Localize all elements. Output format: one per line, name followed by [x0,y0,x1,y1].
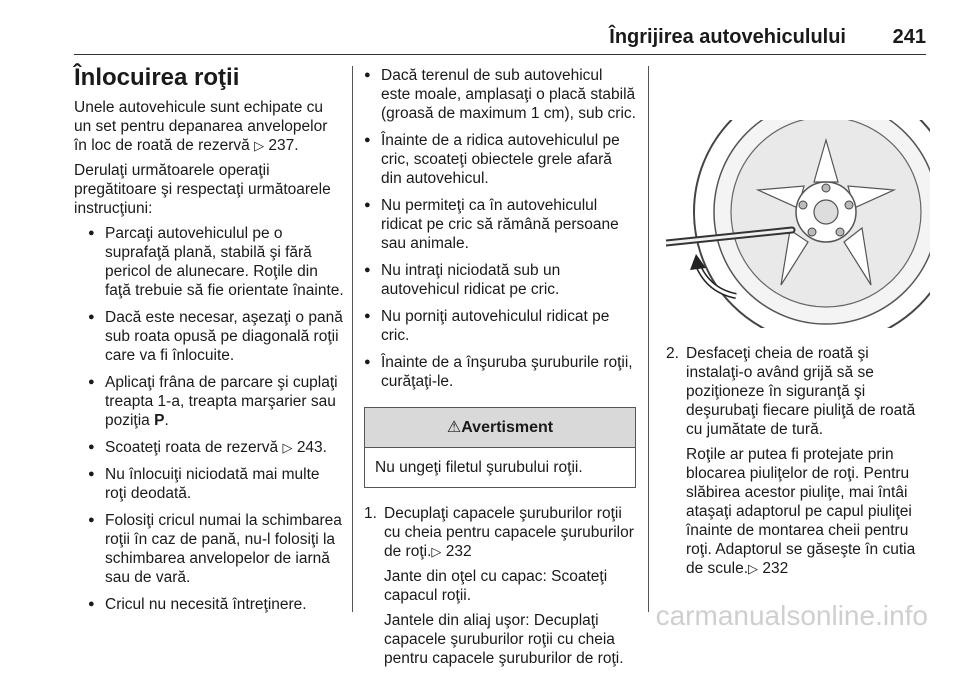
page-reference-link[interactable]: 237. [268,137,299,154]
page-reference-link[interactable]: 232 [762,560,789,577]
column-2 [364,60,636,674]
chapter-title: Îngrijirea autovehiculului [609,26,846,48]
intro-paragraph: Unele autovehicule sunt echipate cu un set pentru depanarea anvelopelor în loc de roată de rezervă ▷ 237. [74,99,328,154]
page-number: 241 [892,26,926,48]
list-item: ● Nu porniţi autovehiculul ridicat pe cric. [364,307,636,345]
list-item: ● Scoateţi roata de rezervă ▷ 243. [88,438,344,457]
list-item: ● Înainte de a înşuruba şuruburile roţii, curăţaţi-le. [364,353,636,391]
list-item: ● Cricul nu necesită întreţinere. [88,595,344,614]
warning-box [364,407,636,488]
list-item: ● Înainte de a ridica autovehiculul pe cric, scoateţi obiectele grele afară din autovehicul. [364,131,636,188]
column-divider [352,66,353,612]
intro-paragraph: Derulaţi următoarele operaţii pregătitoare şi respectaţi următoarele instrucţiuni: [74,162,331,217]
step-1: 1. Decuplaţi capacele şuruburilor roţii cu cheia pentru capacele şuruburilor de roţi.▷ 232 Jante din oţel cu capac: Scoateţi capacul roţii. Jantele din aliaj uşor: Decuplaţi capacele şuruburilor roţii cu cheia pentru capacele şuruburilor de roţi. [364,505,634,667]
reference-arrow-icon: ▷ [254,138,265,153]
list-item: ● Parcaţi autovehiculul pe o suprafaţă plană, stabilă şi fără pericol de alunecare. Roţile din faţă trebuie să fie orientate înainte. [88,224,344,300]
warning-header: ⚠Avertisment [365,408,635,448]
column-3 [666,60,930,584]
reference-arrow-icon: ▷ [748,561,759,576]
section-title: Înlocuirea roţii [74,64,240,91]
column-divider [648,66,649,612]
page-reference-link[interactable]: 232 [445,543,472,560]
list-item: ● Dacă este necesar, aşezaţi o pană sub roata opusă pe diagonală roţii care va fi înlocuite. [88,308,344,365]
list-item: ● Folosiţi cricul numai la schimbarea roţii în caz de pană, nu-l folosiţi la schimbarea anvelopelor de iarnă sau de vară. [88,511,344,587]
wheel-wrench-icon [666,120,930,328]
watermark: carmanualsonline.info [655,600,928,631]
reference-arrow-icon: ▷ [431,544,442,559]
reference-arrow-icon: ▷ [282,440,293,455]
column-1 [74,60,344,622]
wheel-illustration [666,120,930,328]
step-2: 2. Desfaceţi cheia de roată şi instalaţi-o având grijă să se poziţioneze în siguranţă şi deşurubaţi fiecare piuliţă de roată cu jumătate de tură. Roţile ar putea fi protejate prin blocarea piuliţelor de roţi. Pentru slăbirea acestor piuliţe, mai întâi ataşaţi adaptorul pe capul piuliţei înainte de montarea cheii pentru roţi. Adaptorul se găseşte în cutia de scule.▷ 232 [666,345,916,577]
list-item: ● Dacă terenul de sub autovehicul este moale, amplasaţi o placă stabilă (groasă de maximum 1 cm), sub cric. [364,66,636,123]
list-item: ● Aplicaţi frâna de parcare şi cuplaţi treapta 1-a, treapta marşarier sau poziţia P. [88,373,344,430]
list-item: ● Nu intraţi niciodată sub un autovehicul ridicat pe cric. [364,261,636,299]
page-reference-link[interactable]: 243. [296,439,327,456]
page-header [74,20,926,55]
bullet-list [74,224,344,614]
warning-triangle-icon: ⚠ [446,419,462,436]
bullet-list [364,66,636,391]
continued-text-spacer [666,60,930,110]
list-item: ● Nu permiteţi ca în autovehiculul ridicat pe cric să rămână persoane sau animale. [364,196,636,253]
list-item: ● Nu înlocuiţi niciodată mai multe roţi deodată. [88,465,344,503]
warning-text: Nu ungeţi filetul şurubului roţii. [375,459,583,476]
